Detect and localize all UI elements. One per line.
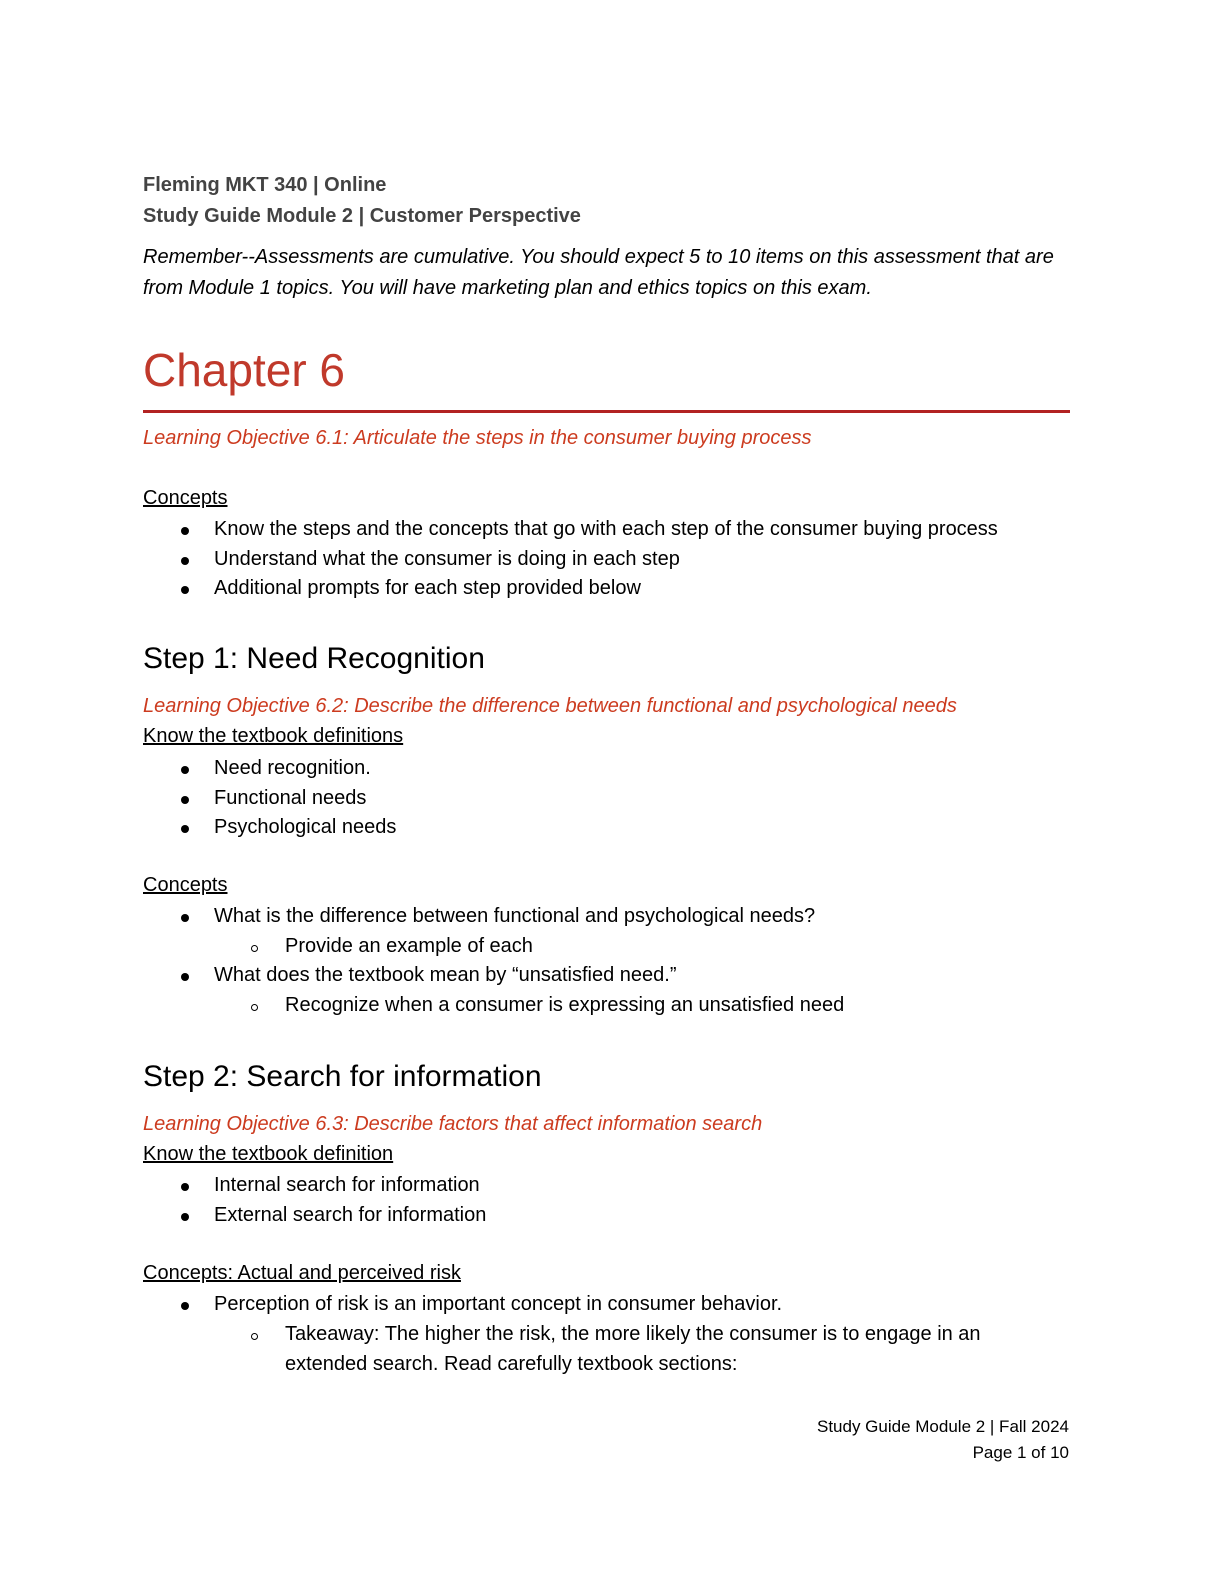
- concepts-label: Concepts: [143, 874, 228, 896]
- learning-objective-6-2: Learning Objective 6.2: Describe the difference between functional and psychological needs: [143, 695, 957, 717]
- bullet-icon: [181, 753, 189, 783]
- step2-heading: Step 2: Search for information: [143, 1060, 542, 1093]
- bullet-icon: [181, 901, 189, 931]
- bullet-icon: [181, 1289, 189, 1319]
- course-title: Fleming MKT 340 | Online: [143, 174, 387, 196]
- footer-guide-label: Study Guide Module 2 | Fall 2024: [816, 1417, 1069, 1436]
- bullet-icon: [181, 514, 189, 544]
- bullet-icon: [181, 573, 189, 603]
- bullet-icon: [181, 783, 189, 813]
- concepts-label: Concepts: [143, 487, 228, 509]
- bullet-icon: [181, 544, 189, 574]
- bullet-icon: [181, 1200, 189, 1230]
- risk-concepts-label: Concepts: Actual and perceived risk: [143, 1262, 461, 1284]
- bullet-icon: [181, 960, 189, 990]
- cumulative-note: Remember--Assessments are cumulative. You should expect 5 to 10 items on this assessment that are from Module 1 topics. You will have marketing plan and ethics topics on this exam.: [143, 246, 1054, 299]
- guide-title: Study Guide Module 2 | Customer Perspective: [143, 205, 581, 227]
- learning-objective-6-1: Learning Objective 6.1: Articulate the steps in the consumer buying process: [143, 427, 812, 449]
- definition-label: Know the textbook definition: [143, 1143, 394, 1165]
- step1-heading: Step 1: Need Recognition: [143, 642, 485, 675]
- chapter-heading: Chapter 6: [143, 344, 346, 396]
- hollow-bullet-icon: [251, 1319, 258, 1349]
- hollow-bullet-icon: [251, 990, 258, 1020]
- hollow-bullet-icon: [251, 931, 258, 961]
- bullet-icon: [181, 812, 189, 842]
- footer-page-number: Page 1 of 10: [972, 1443, 1069, 1462]
- document-page: Fleming MKT 340 | Online Study Guide Module 2 | Customer Perspective Remember--Assessments are cumulative. You should expect 5 to 10 items on this assessment that are from Module 1 topics. You will have marketing plan and ethics topics on this exam. Chapter 6 Learning Objective 6.1: Articulate the steps in the consumer buying process Concepts Know the steps and the concepts that go with each step of the consumer buying process Understand what the consumer is doing in each step Additional prompts for each step provided below Step 1: Need Recognition Learning Objective 6.2: Describe the difference between functional and psychological needs Know the textbook definitions Need recognition. Functional needs Psychological needs Concepts What is the difference between functional and psychological needs? Provide an example of each What does the textbook mean by “unsatisfied need.” Recognize when a consumer is expressing an unsatisfied need Step 2: Search for information Learning Objective 6.3: Describe factors that affect information search Know the textbook definition Internal search for information External search for information Concepts: Actual and perceived risk Perception of risk is an important concept in consumer behavior. Takeaway: The higher the risk, the more likely the consumer is to engage in an extended search. Read carefully textbook sections: Study Guide Module 2 | Fall 2024 Page 1 of 10: [0, 0, 1224, 1584]
- bullet-icon: [181, 1170, 189, 1200]
- learning-objective-6-3: Learning Objective 6.3: Describe factors that affect information search: [143, 1113, 763, 1135]
- definitions-label: Know the textbook definitions: [143, 725, 404, 747]
- chapter-divider: [143, 410, 1070, 413]
